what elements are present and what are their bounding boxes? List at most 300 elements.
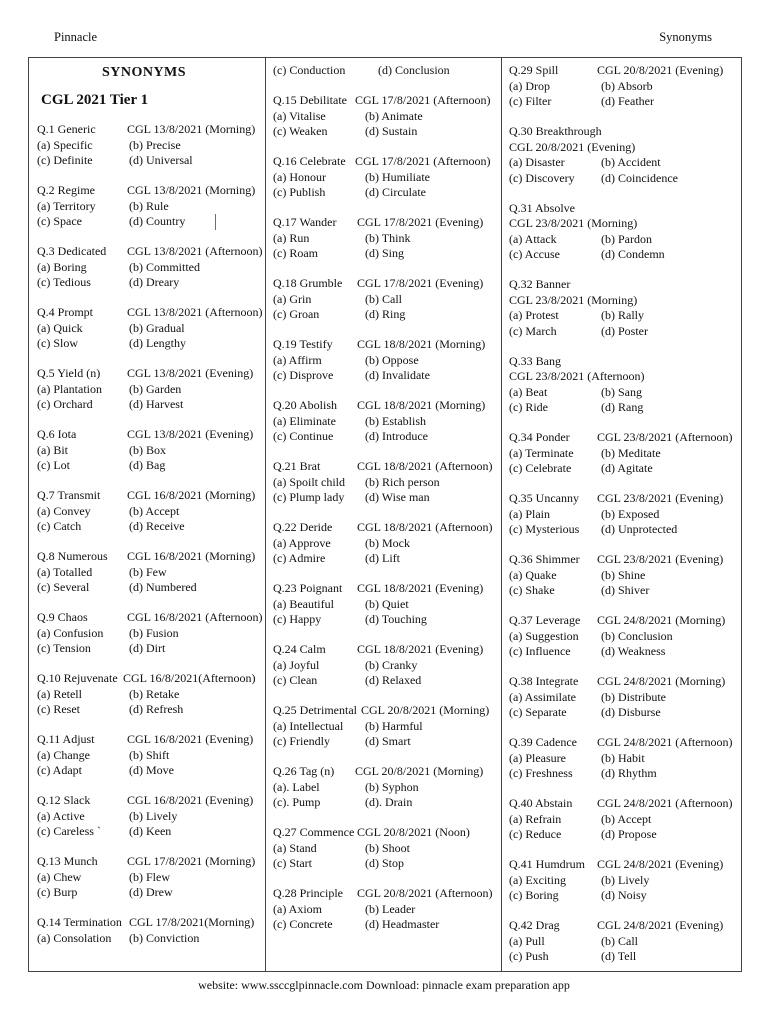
question-block: [37, 854, 259, 901]
question-word: Q.22 Deride: [273, 520, 333, 534]
option-d: (d). Drain: [365, 795, 413, 809]
option-d: (d) Harvest: [129, 397, 184, 411]
section-heading: CGL 2021 Tier 1: [41, 91, 149, 108]
options-grid: [509, 446, 735, 477]
question-word: Q.13 Munch: [37, 854, 98, 868]
options-grid: [509, 873, 735, 904]
option-d: (d) Dreary: [129, 275, 180, 289]
option-c: (c) Clean: [273, 673, 318, 687]
question-block: [273, 642, 497, 689]
option-b: (b) Fusion: [129, 625, 179, 640]
option-a: (a) Specific: [37, 137, 93, 152]
question-block: [509, 430, 735, 477]
question-source: CGL 24/8/2021 (Morning): [597, 613, 726, 627]
option-c: (c) Space: [37, 214, 82, 228]
question-block: [509, 277, 735, 339]
question-source: CGL 23/8/2021 (Morning): [509, 216, 638, 230]
question-block: [37, 793, 259, 840]
option-a: (a) Convey: [37, 503, 91, 518]
questions-col-1: [37, 122, 263, 946]
option-b: (b) Precise: [129, 137, 181, 152]
question-header: [273, 154, 497, 170]
question-block: [273, 215, 497, 262]
question-word: Q.23 Poignant: [273, 581, 343, 595]
option-c: (c) Tedious: [37, 275, 91, 289]
option-a: (a) Honour: [273, 169, 326, 184]
question-header: [273, 703, 497, 719]
question-source: CGL 23/8/2021 (Evening): [597, 552, 724, 566]
question-block: [273, 886, 497, 933]
option-a: (a) Attack: [509, 231, 557, 246]
option-d: (d) Ring: [365, 307, 406, 321]
question-header: [37, 122, 259, 138]
option-b: (b) Accept: [129, 503, 180, 518]
options-grid: [37, 931, 259, 947]
option-b: (b) Leader: [365, 901, 416, 916]
question-block: [273, 93, 497, 140]
question-word: Q.42 Drag: [509, 918, 560, 932]
option-a: (a) Vitalise: [273, 108, 326, 123]
question-source: CGL 20/8/2021 (Morning): [361, 703, 490, 717]
option-d: (d) Bag: [129, 458, 166, 472]
question-word: Q.32 Banner: [509, 277, 571, 291]
column-2: [273, 63, 497, 947]
options-grid: [509, 232, 735, 263]
option-a: (a) Refrain: [509, 811, 562, 826]
column-1: [37, 63, 263, 961]
question-word: Q.36 Shimmer: [509, 552, 580, 566]
question-source: CGL 24/8/2021 (Evening): [597, 857, 724, 871]
option-a: (a) Territory: [37, 198, 96, 213]
option-b: (b) Harmful: [365, 718, 423, 733]
question-source: CGL 16/8/2021 (Evening): [127, 732, 254, 746]
question-header: [37, 915, 259, 931]
option-d: (d) Universal: [129, 153, 193, 167]
option-d: (d) Stop: [365, 856, 404, 870]
question-header: [273, 764, 497, 780]
question-header: [37, 183, 259, 199]
option-b: (b) Accident: [601, 155, 661, 169]
option-d: (d) Move: [129, 763, 174, 777]
question-block: [37, 366, 259, 413]
option-a: (a) Affirm: [273, 352, 322, 367]
option-b: (b) Shoot: [365, 840, 410, 855]
question-block: [273, 459, 497, 506]
option-d: (d) Relaxed: [365, 673, 422, 687]
question-block: [273, 276, 497, 323]
question-word: Q.12 Slack: [37, 793, 91, 807]
question-word: Q.4 Prompt: [37, 305, 94, 319]
option-b: (b) Lively: [129, 808, 178, 823]
options-grid: [273, 231, 497, 262]
option-c: (c) Influence: [509, 644, 571, 658]
option-d: (d) Introduce: [365, 429, 428, 443]
option-b: (b) Think: [365, 230, 411, 245]
option-b: (b) Lively: [601, 872, 650, 887]
question-source: CGL 20/8/2021 (Noon): [357, 825, 470, 839]
question-word: Q.24 Calm: [273, 642, 326, 656]
question-header: [273, 642, 497, 658]
options-grid: [37, 138, 259, 169]
option-d: (d) Agitate: [601, 461, 653, 475]
option-a: (a) Assimilate: [509, 689, 576, 704]
question-header: [37, 610, 263, 626]
options-grid: [509, 690, 735, 721]
header-topic: Synonyms: [659, 30, 712, 44]
option-c: (c) Disprove: [273, 368, 334, 382]
options-grid: [509, 507, 735, 538]
options-grid: [509, 751, 735, 782]
question-word: Q.37 Leverage: [509, 613, 581, 627]
option-d: (d) Condemn: [601, 247, 665, 261]
question-header: [37, 366, 259, 382]
option-c: (c). Pump: [273, 795, 321, 809]
question-word: Q.29 Spill: [509, 63, 559, 77]
question-block: [509, 796, 735, 843]
question-source: CGL 23/8/2021 (Evening): [597, 491, 724, 505]
question-block: [509, 491, 735, 538]
option-b: (b) Shine: [601, 567, 646, 582]
question-header: [273, 398, 497, 414]
question-word: Q.40 Abstain: [509, 796, 573, 810]
question-word: Q.19 Testify: [273, 337, 333, 351]
question-word: Q.6 Iota: [37, 427, 77, 441]
option-a: (a) Totalled: [37, 564, 93, 579]
question-source: CGL 13/8/2021 (Afternoon): [127, 305, 263, 319]
option-a: (a) Confusion: [37, 625, 104, 640]
option-a: (a) Plantation: [37, 381, 102, 396]
option-d: (d) Lengthy: [129, 336, 186, 350]
option-a: (a) Protest: [509, 308, 559, 322]
question-word: Q.38 Integrate: [509, 674, 579, 688]
option-a: (a) Boring: [37, 259, 87, 274]
option-c: (c) Ride: [509, 400, 548, 414]
options-grid: [509, 812, 735, 843]
option-a: (a) Beat: [509, 384, 548, 399]
question-source: CGL 16/8/2021 (Afternoon): [127, 610, 263, 624]
option-b: (b) Animate: [365, 108, 423, 123]
question-word: Q.16 Celebrate: [273, 154, 346, 168]
question-word: Q.9 Chaos: [37, 610, 88, 624]
question-word: Q.27 Commence: [273, 825, 355, 839]
option-c: (c) Accuse: [509, 247, 560, 261]
question-block: [509, 674, 735, 721]
option-d: (d) Weakness: [601, 644, 666, 658]
question-block: [37, 427, 259, 474]
question-word: Q.7 Transmit: [37, 488, 101, 502]
option-a: (a) Pleasure: [509, 750, 566, 765]
header-brand: Pinnacle: [54, 30, 98, 44]
question-word: Q.28 Principle: [273, 886, 343, 900]
question-source: CGL 17/8/2021(Morning): [129, 915, 255, 929]
option-a: (a) Exciting: [509, 872, 566, 887]
option-a: (a) Spoilt child: [273, 474, 345, 489]
question-block: [509, 857, 735, 904]
question-header: [509, 796, 735, 812]
question-block: [37, 305, 263, 352]
option-a: (a) Retell: [37, 686, 82, 701]
question-block: [273, 398, 497, 445]
option-d: (d) Poster: [601, 323, 648, 338]
option-d: (d) Keen: [129, 824, 172, 838]
option-d: (d) Dirt: [129, 641, 166, 655]
question-block: [37, 732, 259, 779]
option-b: (b) Habit: [601, 750, 645, 765]
question-block: [37, 915, 259, 946]
question-word: Q.1 Generic: [37, 122, 96, 136]
options-grid: [37, 504, 259, 535]
option-c: (c) Weaken: [273, 124, 328, 138]
question-source: CGL 18/8/2021 (Evening): [357, 642, 484, 656]
question-block: [37, 244, 263, 291]
question-source: CGL 13/8/2021 (Evening): [127, 366, 254, 380]
options-grid: [509, 79, 735, 110]
column-3: [509, 63, 735, 979]
question-source: CGL 13/8/2021 (Evening): [127, 427, 254, 441]
question-word: Q.18 Grumble: [273, 276, 343, 290]
question-header: [273, 337, 497, 353]
option-c: (c) Shake: [509, 583, 555, 597]
option-b: (b) Cranky: [365, 657, 418, 672]
question-word: Q.25 Detrimental: [273, 703, 357, 717]
options-grid: [273, 902, 497, 933]
option-c: (c) Catch: [37, 519, 82, 533]
option-c: (c) Several: [37, 580, 90, 594]
question-source: CGL 24/8/2021 (Evening): [597, 918, 724, 932]
column-divider-1: [265, 57, 266, 972]
question-header: [273, 825, 497, 841]
question-source: CGL 17/8/2021 (Afternoon): [355, 93, 491, 107]
option-d: (d) Drew: [129, 885, 173, 899]
option-c: (c) Discovery: [509, 170, 575, 185]
question-source: CGL 16/8/2021 (Evening): [127, 793, 254, 807]
option-b: (b) Oppose: [365, 352, 419, 367]
option-c: (c) Burp: [37, 885, 78, 899]
options-grid: [37, 443, 259, 474]
column-divider-2: [501, 57, 502, 972]
option-c: (c) Groan: [273, 307, 320, 321]
option-b: (b) Syphon: [365, 779, 419, 794]
question-header: [509, 491, 735, 507]
question-word: Q.17 Wander: [273, 215, 337, 229]
question-header: [37, 305, 263, 321]
questions-col-3: [509, 63, 735, 965]
options-grid: [37, 626, 259, 657]
option-d: (d) Rhythm: [601, 766, 657, 780]
question-source: CGL 16/8/2021 (Morning): [127, 488, 256, 502]
question-block: [273, 825, 497, 872]
option-a: (a) Bit: [37, 442, 68, 457]
question-header: [509, 918, 735, 934]
question-source: CGL 18/8/2021 (Afternoon): [357, 459, 493, 473]
option-c: (c) Definite: [37, 153, 93, 167]
question-block: [273, 764, 497, 811]
options-grid: [273, 353, 497, 384]
option-b: (b) Box: [129, 442, 166, 457]
question-word: Q.33 Bang: [509, 353, 561, 368]
options-grid: [37, 748, 259, 779]
option-a: (a) Drop: [509, 78, 550, 93]
option-a: (a). Label: [273, 779, 320, 794]
option-d: (d) Refresh: [129, 702, 184, 716]
question-block: [509, 201, 735, 263]
option-d: (d) Coincidence: [601, 170, 678, 185]
option-d: (d) Unprotected: [601, 522, 678, 536]
question-word: Q.39 Cadence: [509, 735, 577, 749]
question-source: CGL 23/8/2021 (Morning): [509, 292, 638, 307]
options-grid: [37, 260, 259, 291]
question-header: [37, 549, 259, 565]
question-word: Q.34 Ponder: [509, 430, 570, 444]
question-header: [273, 520, 497, 536]
option-b: (b) Accept: [601, 811, 652, 826]
question-block: [509, 63, 735, 110]
option-d: (d) Smart: [365, 734, 411, 748]
option-b: (b) Call: [365, 291, 402, 306]
question-block: [37, 671, 259, 718]
question-block: [509, 735, 735, 782]
question-block: [509, 552, 735, 599]
question-block: [273, 337, 497, 384]
question-block: [273, 703, 497, 750]
question-block: [37, 549, 259, 596]
question-block: [37, 183, 259, 230]
question-header: [509, 613, 735, 629]
option-a: (a) Change: [37, 747, 90, 762]
option-b: (b) Committed: [129, 259, 200, 274]
option-b: (b) Call: [601, 933, 638, 948]
option-b: (b) Establish: [365, 413, 426, 428]
question-header: [273, 215, 497, 231]
option-b: (b) Exposed: [601, 506, 660, 521]
question-block: [37, 488, 259, 535]
option-b: (b) Rule: [129, 198, 169, 213]
option-a: (a) Terminate: [509, 445, 574, 460]
question-source: CGL 17/8/2021 (Morning): [127, 854, 256, 868]
question-block: [509, 918, 735, 965]
question-source: CGL 17/8/2021 (Evening): [357, 215, 484, 229]
option-d: (d) Headmaster: [365, 917, 440, 931]
question-source: CGL 20/8/2021 (Evening): [509, 139, 636, 154]
option-a: (a) Active: [37, 808, 85, 823]
option-a: (a) Pull: [509, 933, 545, 948]
question-word: Q.3 Dedicated: [37, 244, 107, 258]
question-header: [273, 276, 497, 292]
option-a: (a) Disaster: [509, 155, 565, 169]
options-grid: [509, 934, 735, 965]
option-b: (b) Conviction: [129, 930, 200, 945]
question-block: [509, 354, 735, 416]
question-source: CGL 17/8/2021 (Evening): [357, 276, 484, 290]
question-header: [509, 674, 735, 690]
options-grid: [273, 536, 497, 567]
option-d: (d) Propose: [601, 827, 657, 841]
options-grid: [37, 199, 259, 230]
option-b: (b) Sang: [601, 384, 642, 399]
continued-options: [273, 63, 497, 79]
option-a: (a) Joyful: [273, 657, 320, 672]
option-c: (c) Concrete: [273, 917, 333, 931]
question-source: CGL 13/8/2021 (Afternoon): [127, 244, 263, 258]
option-c: (c) Tension: [37, 641, 91, 655]
option-a: (a) Approve: [273, 535, 331, 550]
footer-text: website: www.ssccglpinnacle.com Download: pinnacle exam preparation app: [198, 978, 570, 992]
question-word: Q.20 Abolish: [273, 398, 338, 412]
question-block: [37, 122, 259, 169]
option-b: (b) Retake: [129, 686, 180, 701]
option-a: (a) Quick: [37, 320, 83, 335]
option-b: (b) Quiet: [365, 596, 409, 611]
question-header: [37, 244, 263, 260]
question-block: [37, 610, 263, 657]
option-d: (d) Shiver: [601, 583, 650, 597]
question-word: Q.11 Adjust: [37, 732, 95, 746]
option-c: (c) Publish: [273, 185, 326, 199]
option-d: (d) Wise man: [365, 490, 430, 504]
question-source: CGL 13/8/2021 (Morning): [127, 183, 256, 197]
options-grid: [273, 658, 497, 689]
option-b: (b) Humiliate: [365, 169, 430, 184]
question-word: Q.10 Rejuvenate: [37, 671, 118, 685]
options-grid: [509, 155, 735, 186]
option-d: (d) Feather: [601, 94, 654, 108]
option-c: (c) Separate: [509, 705, 567, 719]
option-c: (c) March: [509, 323, 557, 338]
question-word: Q.14 Termination: [37, 915, 122, 929]
option-a: (a) Run: [273, 230, 310, 245]
question-word: Q.26 Tag (n): [273, 764, 335, 778]
question-source: CGL 18/8/2021 (Morning): [357, 337, 486, 351]
page-title: SYNONYMS: [101, 65, 187, 80]
option-a: (a) Stand: [273, 840, 317, 855]
option-c: (c) Admire: [273, 551, 326, 565]
option-c: (c) Celebrate: [509, 461, 572, 475]
question-source: CGL 20/8/2021 (Evening): [597, 63, 724, 77]
option-c: (c) Filter: [509, 94, 552, 108]
question-word: Q.5 Yield (n): [37, 366, 101, 380]
option-b: (b) Meditate: [601, 445, 661, 460]
options-grid: [273, 841, 497, 872]
question-source: CGL 13/8/2021 (Morning): [127, 122, 256, 136]
question-word: Q.31 Absolve: [509, 200, 575, 215]
option-d: (d) Sing: [365, 246, 404, 260]
option-c: (c) Start: [273, 856, 312, 870]
option-b: (b) Shift: [129, 747, 170, 762]
option-a: (a) Quake: [509, 567, 557, 582]
question-word: Q.41 Humdrum: [509, 857, 585, 871]
question-header: [509, 735, 735, 751]
question-block: [273, 520, 497, 567]
option-c: (c) Slow: [37, 336, 78, 350]
option-c: (c) Mysterious: [509, 522, 580, 536]
question-block: [509, 613, 735, 660]
option-c: (c) Careless `: [37, 824, 101, 838]
options-grid: [37, 321, 259, 352]
option-a: (a) Intellectual: [273, 718, 344, 733]
option-b: (b) Absorb: [601, 78, 653, 93]
options-grid: [273, 292, 497, 323]
option-b: (b) Rally: [601, 308, 644, 322]
question-source: CGL 17/8/2021 (Afternoon): [355, 154, 491, 168]
question-word: Q.35 Uncanny: [509, 491, 579, 505]
option-d: (d) Invalidate: [365, 368, 430, 382]
question-header: [37, 854, 259, 870]
question-header: [37, 671, 259, 687]
options-grid: [37, 565, 259, 596]
option-d: (d) Touching: [365, 612, 427, 626]
options-grid: [509, 629, 735, 660]
option-a: (a) Beautiful: [273, 596, 334, 611]
